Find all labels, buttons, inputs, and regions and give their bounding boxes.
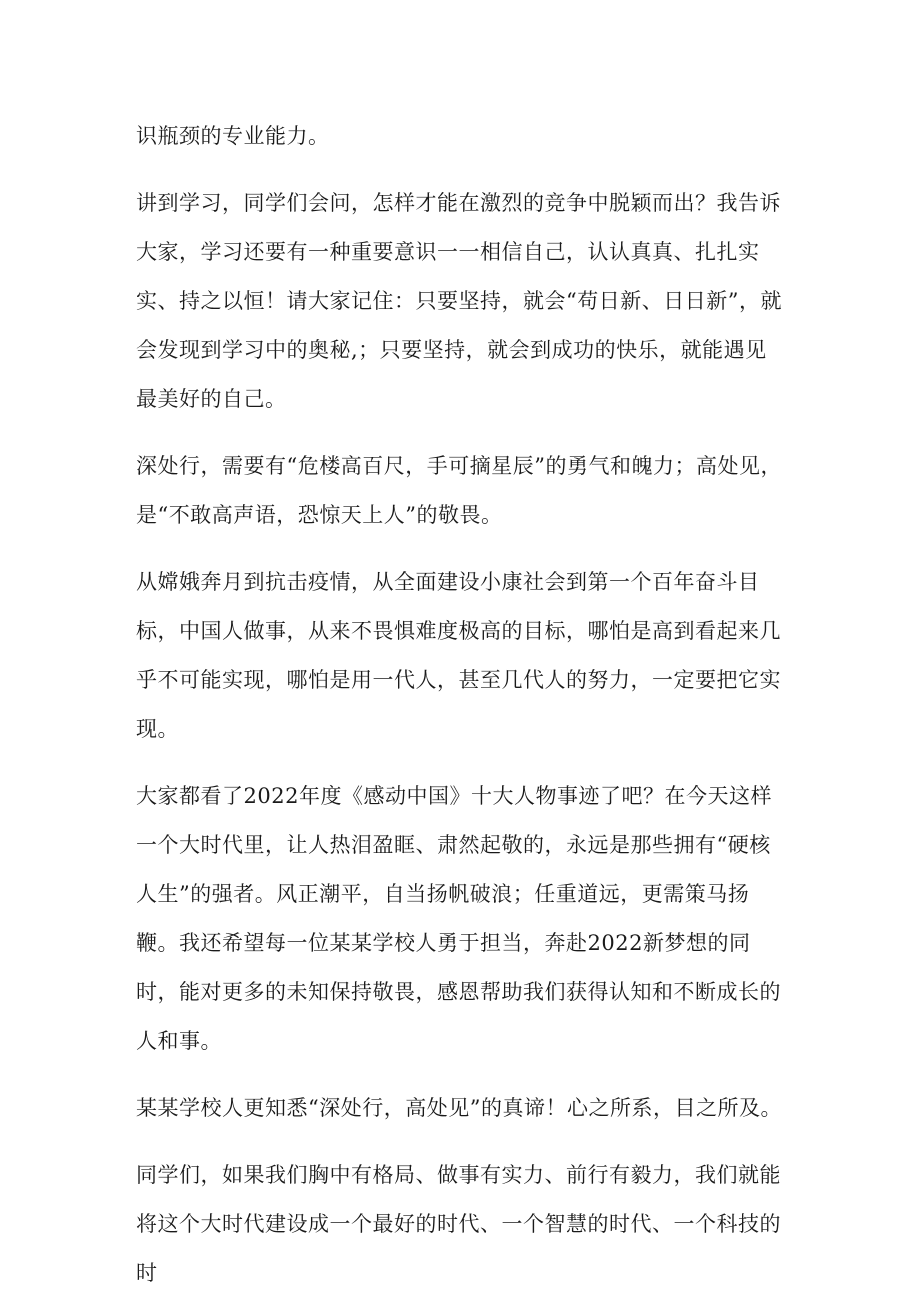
paragraph: 某某学校人更知悉“深处行，高处见”的真谛！心之所系，目之所及。 <box>136 1096 782 1120</box>
paragraph: 识瓶颈的专业能力。 <box>136 124 330 148</box>
document-body <box>136 112 784 1316</box>
paragraph: 从嫦娥奔月到抗击疫情，从全面建设小康社会到第一个百年奋斗目标，中国人做事，从来不畏惧难度极高的目标，哪怕是高到看起来几乎不可能实现，哪怕是用一代人，甚至几代人的努力，一定要把它实现。 <box>136 570 781 741</box>
paragraph: 讲到学习，同学们会问，怎样才能在激烈的竞争中脱颖而出？我告诉大家，学习还要有一种重要意识一一相信自己，认认真真、扎扎实实、持之以恒！请大家记住：只要坚持，就会“苟日新、日日新”，就会发现到学习中的奥秘,；只要坚持，就会到成功的快乐，就能遇见最美好的自己。 <box>136 191 782 411</box>
paragraph: 大家都看了2022年度《感动中国》十大人物事迹了吧？在今天这样一个大时代里，让人热泪盈眶、肃然起敬的，永远是那些拥有“硬核人生”的强者。风正潮平，自当扬帆破浪；任重道远，更需策马扬鞭。我还希望每一位某某学校人勇于担当，奔赴2022新梦想的同时，能对更多的未知保持敬畏，感恩帮助我们获得认知和不断成长的人和事。 <box>136 784 781 1053</box>
paragraph: 深处行，需要有“危楼高百尺，手可摘星辰”的勇气和魄力；高处见，是“不敢高声语，恐惊天上人”的敬畏。 <box>136 454 782 527</box>
paragraph: 同学们，如果我们胸中有格局、做事有实力、前行有毅力，我们就能将这个大时代建设成一个最好的时代、一个智慧的时代、一个科技的时 <box>136 1163 781 1285</box>
